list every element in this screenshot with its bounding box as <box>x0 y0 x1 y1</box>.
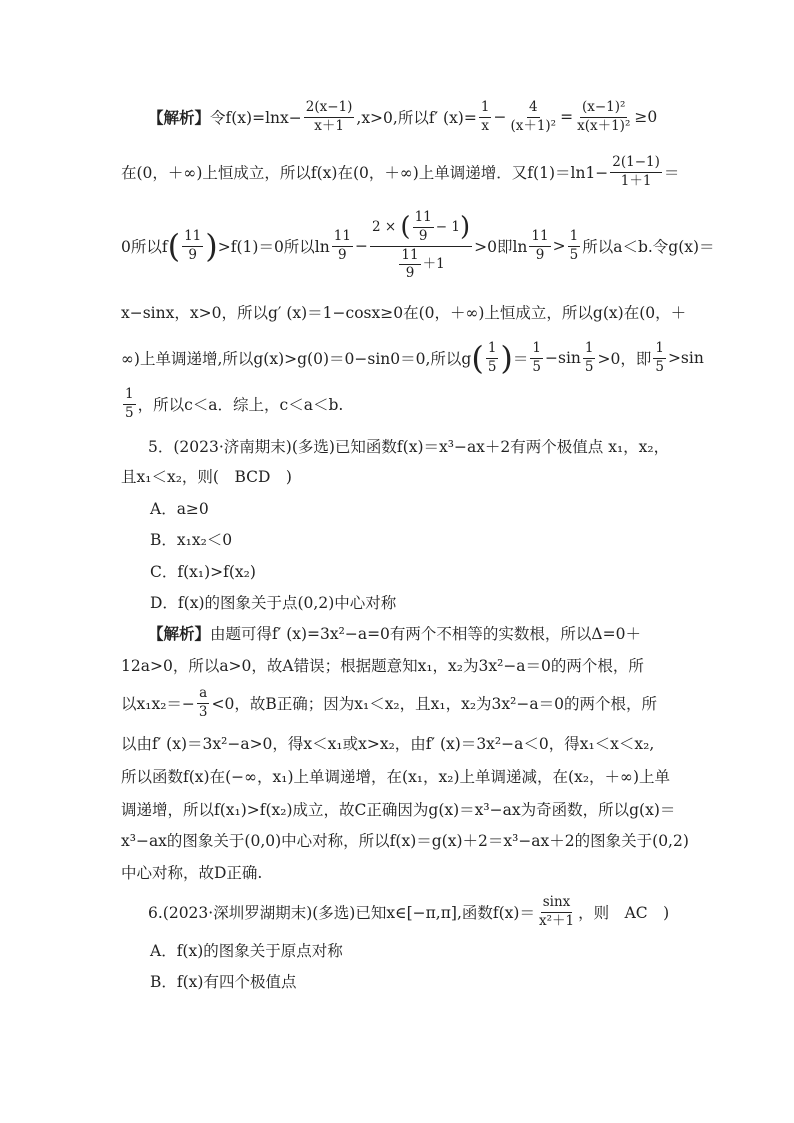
fraction: $\frac{2(1-1)}{1+1}$ <box>612 153 660 189</box>
q5-solution-line-7: x³−ax的图象关于(0,0)中心对称，所以f(x)＝g(x)＋2＝x³−ax＋2的图象关于(0,2) <box>121 832 689 850</box>
q5-option-d: D．f(x)的图象关于点(0,2)中心对称 <box>150 594 397 612</box>
fraction: $\frac{11}{9}$ <box>531 227 549 263</box>
q4-solution-line-6: $\frac{1}{5}$ ，所以c＜a．综上，c＜a＜b. <box>125 385 344 421</box>
fraction: $\frac{2(x-1)}{x+1}$ <box>305 98 353 134</box>
q5-stem-line-2: 且x₁＜x₂，则( BCD ) <box>121 468 292 486</box>
fraction: $\frac{1}{5}$ <box>584 339 594 375</box>
q4-solution-line-3: 0所以f ( $\frac{11}{9}$ ) >f(1)＝0所以ln $\frac{11}{9}$ − 2 × ( $\frac{11}{9}$ − 1 ) $\frac{11}{9}$ ＋1 >0即ln $\frac{11}{9}$ > $\frac{1}{5}$ 所以a＜b.令g(x)＝ <box>121 209 715 282</box>
q5-solution-line-8: 中心对称，故D正确. <box>121 864 263 882</box>
fraction: $\frac{11}{9}$ <box>414 209 432 244</box>
solution-label: 【解析】 <box>148 624 211 643</box>
fraction: $\frac{11}{9}$ <box>184 227 202 263</box>
q5-solution-line-3: 以x₁x₂＝− $\frac{a}{3}$ <0，故B正确；因为x₁＜x₂，且x₁，x₂为3x²−a＝0的两个根，所 <box>121 684 657 720</box>
q5-solution-line-2: 12a>0，所以a>0，故A错误；根据题意知x₁，x₂为3x²−a＝0的两个根，所 <box>121 657 644 675</box>
fraction: $\frac{1}{x}$ <box>480 98 490 134</box>
fraction: $\frac{11}{9}$ <box>333 227 351 263</box>
fraction: $\frac{1}{5}$ <box>487 339 497 375</box>
q6-option-a: A．f(x)的图象关于原点对称 <box>150 942 343 960</box>
q6-stem: 6.(2023·深圳罗湖期末)(多选)已知x∈[−π,π],函数f(x)＝ $\frac{\sin x}{\text{x²＋1}}$ ，则 AC ) <box>148 893 670 929</box>
q5-solution-line-6: 调递增，所以f(x₁)>f(x₂)成立，故C正确因为g(x)＝x³−ax为奇函数，所以g(x)＝ <box>121 801 676 819</box>
fraction: $\frac{1}{5}$ <box>125 385 134 421</box>
fraction: $\frac{1}{5}$ <box>655 339 664 375</box>
fraction: $\frac{a}{3}$ <box>198 684 208 720</box>
q5-stem-line-1: 5．(2023·济南期末)(多选)已知函数f(x)＝x³−ax＋2有两个极值点 x₁，x₂， <box>148 438 670 456</box>
q4-solution-line-2: 在(0，＋∞)上恒成立，所以f(x)在(0，＋∞)上单调递增．又f(1)＝ln1− $\frac{2(1-1)}{1+1}$ ＝ <box>121 153 680 189</box>
q5-solution-line-1: 【解析】 由题可得f′ (x)=3x²−a=0有两个不相等的实数根，所以Δ=0＋ <box>148 624 641 643</box>
q5-solution-line-5: 所以函数f(x)在(−∞，x₁)上单调递增，在(x₁，x₂)上单调递减，在(x₂，＋∞)上单 <box>121 768 670 786</box>
q6-option-b: B．f(x)有四个极值点 <box>150 973 297 991</box>
fraction: $\frac{\text{(x−1)²}}{\text{x(x＋1)²}}$ <box>577 98 631 134</box>
fraction: $\frac{1}{5}$ <box>532 339 541 375</box>
compound-fraction: 2 × ( $\frac{11}{9}$ − 1 ) $\frac{11}{9}$ ＋1 <box>371 209 471 282</box>
fraction: $\frac{11}{9}$ <box>401 246 419 282</box>
fraction: $\frac{\sin x}{\text{x²＋1}}$ <box>538 893 575 929</box>
q4-solution-line-5: ∞)上单调递增,所以g(x)>g(0)＝0−sin0＝0,所以g ( $\frac{1}{5}$ ) ＝ $\frac{1}{5}$ −sin $\frac{1}{5}$ >0，即 $\frac{1}{5}$ >sin <box>121 339 704 377</box>
q4-solution-line-4: x−sinx，x>0，所以g′ (x)＝1−cosx≥0在(0，＋∞)上恒成立，所以g(x)在(0，＋ <box>121 304 687 322</box>
q5-option-a: A．a≥0 <box>150 500 209 518</box>
q4-solution-line-1: 【解析】 令f(x)=lnx− $\frac{2(x-1)}{x+1}$ ,x>0,所以f′ (x)= $\frac{1}{x}$ − $\frac{4}{\text{(x＋1)²}}$ = $\frac{\text{(x−1)²}}{\text{x(x＋1)²}}$ ≥0 <box>148 98 658 134</box>
q5-solution-line-4: 以由f′ (x)＝3x²−a>0，得x＜x₁或x>x₂，由f′ (x)＝3x²−a＜0，得x₁＜x＜x₂, <box>121 735 655 753</box>
q5-option-c: C．f(x₁)>f(x₂) <box>150 563 256 581</box>
solution-label: 【解析】 <box>148 108 211 127</box>
fraction: $\frac{4}{\text{(x＋1)²}}$ <box>510 98 557 134</box>
fraction: $\frac{1}{5}$ <box>569 227 579 263</box>
q5-option-b: B．x₁x₂＜0 <box>150 531 233 549</box>
